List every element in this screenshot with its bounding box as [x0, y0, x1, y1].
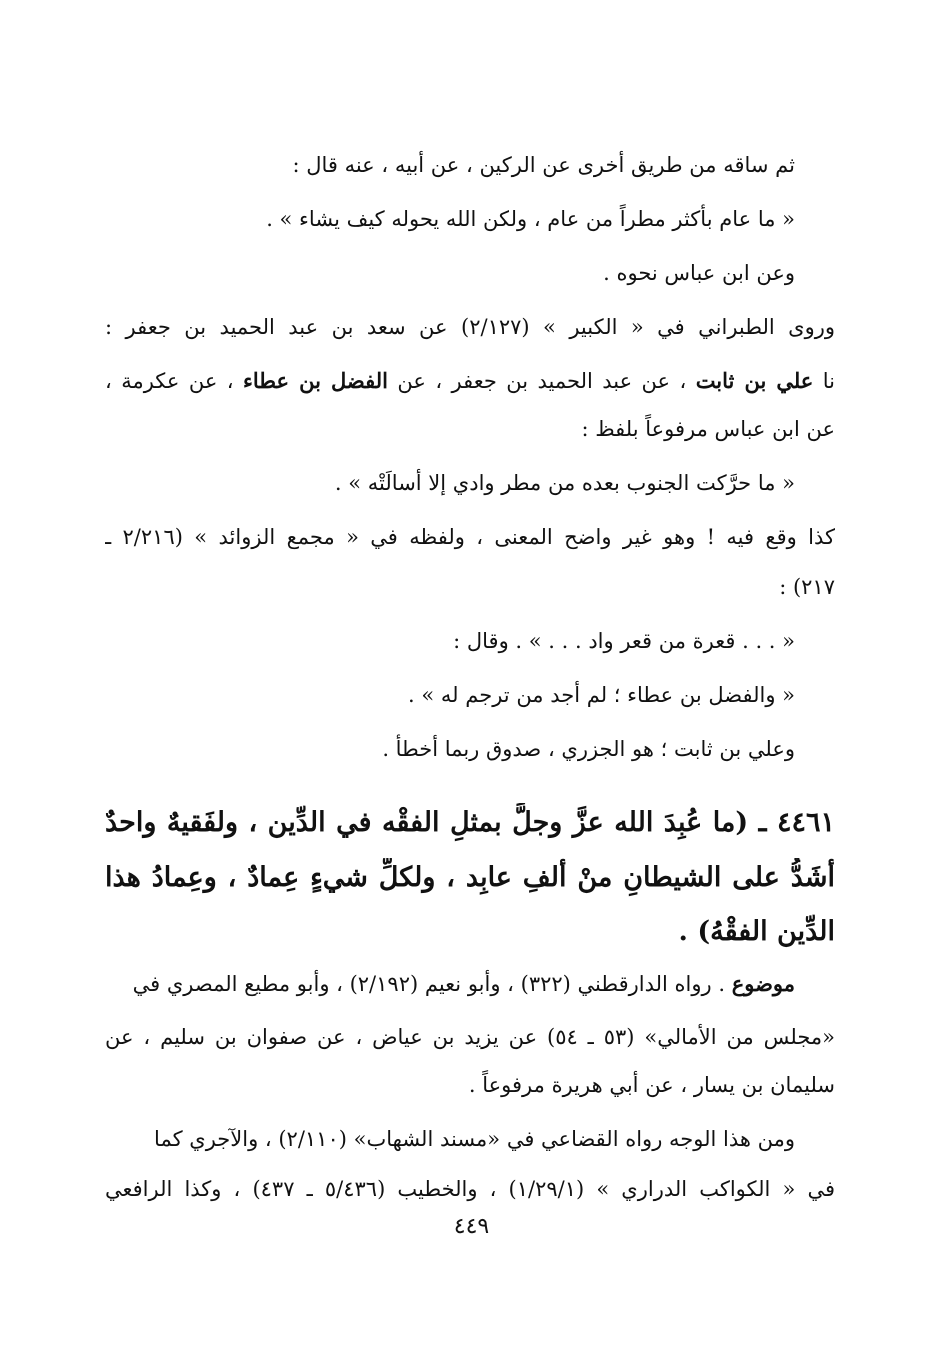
text-line: « والفضل بن عطاء ؛ لم أجد من ترجم له » . — [408, 683, 795, 707]
text-line: « ما عام بأكثر مطراً من عام ، ولكن الله يحوله كيف يشاء » . — [266, 207, 795, 231]
text-fragment: نا — [813, 369, 835, 393]
text-fragment: . رواه الدارقطني (٣٢٢) ، وأبو نعيم (٢/١٩٢) ، وأبو مطيع المصري في — [132, 972, 732, 996]
page-number: ٤٤٩ — [453, 1214, 490, 1239]
text-fragment: ، عن عبد الحميد بن جعفر ، عن — [387, 369, 696, 393]
text-line — [105, 366, 835, 396]
text-line: ومن هذا الوجه رواه القضاعي في «مسند الشهاب» (٢/١١٠) ، والآجري كما — [154, 1127, 795, 1151]
text-line — [105, 969, 795, 999]
text-line: وعن ابن عباس نحوه . — [603, 261, 795, 285]
hadith-text-line: أشَدُّ على الشيطانِ منْ ألفِ عابِد ، ولكلِّ شيءٍ عِمادٌ ، وعِمادُ هذا — [105, 862, 835, 893]
text-line: وروى الطبراني في « الكبير » (٢/١٢٧) عن سعد بن عبد الحميد بن جعفر : — [105, 315, 835, 339]
text-line: « . . . قعرة من قعر واد . . . » . وقال : — [453, 629, 795, 653]
hadith-text-line: ٤٤٦١ ـ (ما عُبِدَ الله عزَّ وجلَّ بمثلِ الفقْه في الدِّين ، ولفَقيهٌ واحدٌ — [105, 807, 835, 838]
text-line: ٢١٧) : — [779, 575, 835, 599]
text-line: ثم ساقه من طريق أخرى عن الركين ، عن أبيه ، عنه قال : — [292, 153, 795, 177]
text-line: «مجلس من الأمالي» (٥٣ ـ ٥٤) عن يزيد بن عياض ، عن صفوان بن سليم ، عن — [105, 1025, 835, 1049]
narrator-name: الفضل بن عطاء — [243, 368, 388, 393]
narrator-name: علي بن ثابت — [695, 368, 814, 393]
text-fragment: ، عن عكرمة ، — [105, 369, 243, 393]
text-line: في « الكواكب الدراري » (١/٢٩/١) ، والخطيب (٥/٤٣٦ ـ ٤٣٧) ، وكذا الرافعي — [105, 1177, 835, 1201]
text-line: كذا وقع فيه ! وهو غير واضح المعنى ، ولفظه في « مجمع الزوائد » (٢/٢١٦ ـ — [105, 525, 835, 549]
text-line: سليمان بن يسار ، عن أبي هريرة مرفوعاً . — [468, 1073, 835, 1097]
text-line: « ما حرَّكت الجنوب بعده من مطر وادي إلا أسالَتْه » . — [334, 471, 795, 495]
grading-label: موضوع — [731, 971, 795, 996]
hadith-text-line: الدِّين الفقْهُ) . — [678, 916, 835, 947]
text-line: عن ابن عباس مرفوعاً بلفظ : — [581, 417, 835, 441]
text-line: وعلي بن ثابت ؛ هو الجزري ، صدوق ربما أخطأ . — [382, 737, 795, 761]
